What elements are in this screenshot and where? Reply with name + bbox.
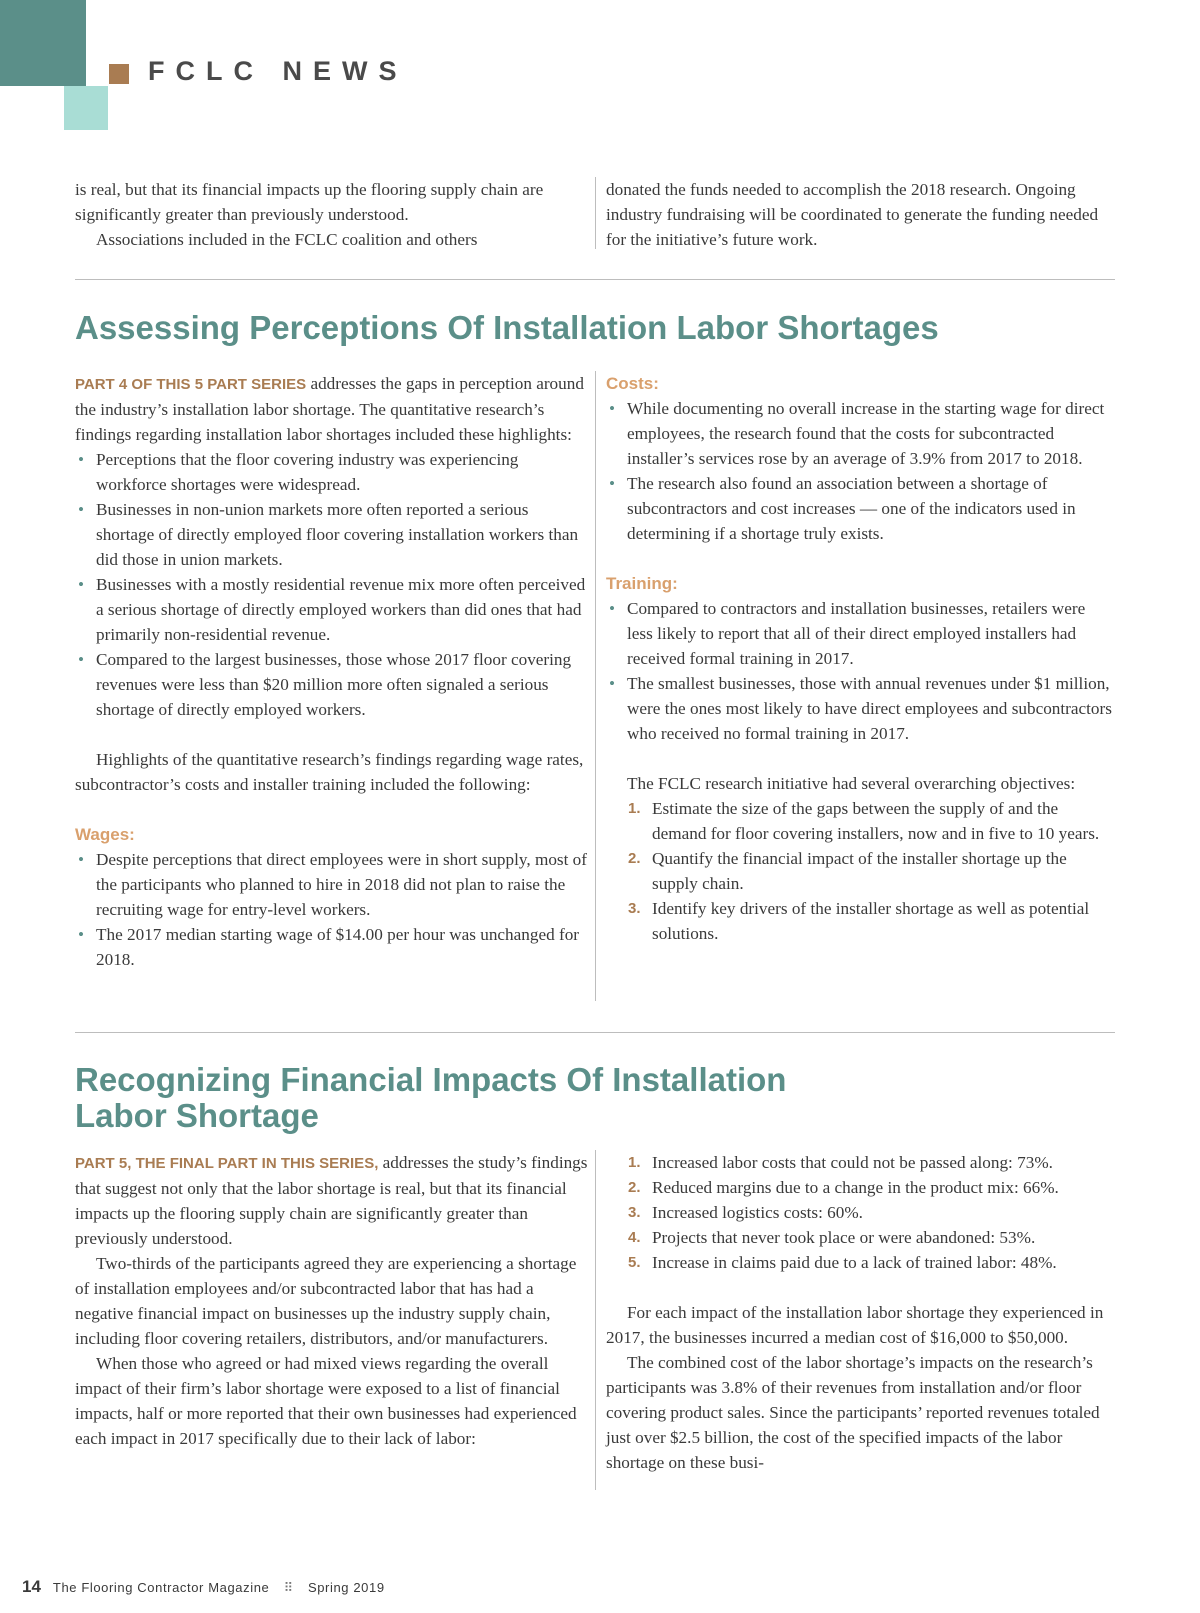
- list-item-text: Increase in claims paid due to a lack of trained labor: 48%.: [652, 1253, 1057, 1272]
- body-paragraph: Two-thirds of the participants agreed they are experiencing a shortage of installation employees and/or subcontracted labor that has had a negative financial impact on businesses up the industry supply chain, including floor covering retailers, distributors, and/or manufacturers.: [75, 1254, 577, 1348]
- article-title-line: Labor Shortage: [75, 1097, 319, 1134]
- article2-right-column: [595, 1150, 1115, 1490]
- section-label-marker: [109, 64, 129, 84]
- article1-right-column: [595, 371, 1115, 1001]
- list-item-text: Projects that never took place or were abandoned: 53%.: [652, 1228, 1036, 1247]
- list-item: [606, 1150, 1115, 1175]
- list-item: • Perceptions that the floor covering industry was experiencing workforce shortages were widespread.: [75, 447, 588, 497]
- issue-date: Spring 2019: [307, 1580, 385, 1595]
- list-item-text: Identify key drivers of the installer shortage as well as potential solutions.: [652, 899, 1090, 943]
- footer-separator: ⠿: [283, 1580, 294, 1595]
- list-item: • The smallest businesses, those with annual revenues under $1 million, were the ones most likely to have direct employees and subcontractors who received no formal training in 2017.: [606, 671, 1115, 746]
- wages-list: [75, 847, 588, 972]
- article-title-line: Recognizing Financial Impacts Of Installation: [75, 1061, 787, 1098]
- list-item: • Businesses in non-union markets more often reported a serious shortage of directly employed floor covering installation workers than did those in union markets.: [75, 497, 588, 572]
- list-number: 1.: [628, 1154, 641, 1171]
- body-paragraph: The combined cost of the labor shortage’s impacts on the research’s participants was 3.8% of their revenues from installation and/or floor covering product sales. Since the participants’ reported revenues totaled just over $2.5 billion, the cost of the specified impacts of the labor shortage on these busi-: [606, 1353, 1100, 1472]
- list-number: 5.: [628, 1254, 641, 1271]
- list-item: • Despite perceptions that direct employees were in short supply, most of the participants who planned to hire in 2018 did not plan to raise the recruiting wage for entry-level workers.: [75, 847, 588, 922]
- article1-left-column: [75, 371, 588, 972]
- header-deco-light-square: [64, 86, 108, 130]
- list-item: • The research also found an association between a shortage of subcontractors and cost increases — one of the indicators used in determining if a shortage truly exists.: [606, 471, 1115, 546]
- intro-left-column: [75, 177, 588, 252]
- wages-heading: Wages:: [75, 825, 135, 844]
- training-list: [606, 596, 1115, 746]
- article2-left-column: [75, 1150, 588, 1451]
- lead-text: addresses the gaps in perception around the industry’s installation labor shortage. The quantitative research’s findings regarding installation labor shortages included these highlights:: [75, 374, 584, 444]
- body-paragraph: For each impact of the installation labor shortage they experienced in 2017, the businesses incurred a median cost of $16,000 to $50,000.: [606, 1303, 1104, 1347]
- list-item: [606, 896, 1115, 946]
- list-number: 4.: [628, 1229, 641, 1246]
- header-deco-dark-square: [0, 0, 86, 86]
- list-item: • While documenting no overall increase in the starting wage for direct employees, the research found that the costs for subcontracted installer’s services rose by an average of 3.9% from 2017 to 2018.: [606, 396, 1115, 471]
- intro-paragraph: Associations included in the FCLC coalition and others: [96, 230, 478, 249]
- page-footer: [22, 1577, 385, 1597]
- objectives-intro: The FCLC research initiative had several overarching objectives:: [627, 774, 1076, 793]
- list-item: • The 2017 median starting wage of $14.00 per hour was unchanged for 2018.: [75, 922, 588, 972]
- article-lead-paragraph: [75, 371, 588, 447]
- list-item-text: Quantify the financial impact of the installer shortage up the supply chain.: [652, 849, 1067, 893]
- list-item: [606, 1225, 1115, 1250]
- section-divider: [75, 1032, 1115, 1033]
- list-number: 3.: [628, 900, 641, 917]
- list-item-text: Increased labor costs that could not be passed along: 73%.: [652, 1153, 1053, 1172]
- highlights-intro: Highlights of the quantitative research’s findings regarding wage rates, subcontractor’s costs and installer training included the following:: [75, 750, 584, 794]
- list-number: 1.: [628, 800, 641, 817]
- intro-right-column: [595, 177, 1115, 249]
- list-number: 3.: [628, 1204, 641, 1221]
- section-divider: [75, 279, 1115, 280]
- list-number: 2.: [628, 850, 641, 867]
- impacts-list: [606, 1150, 1115, 1275]
- article-title: Assessing Perceptions Of Installation Labor Shortages: [75, 309, 939, 346]
- costs-list: [606, 396, 1115, 546]
- list-item: [606, 796, 1115, 846]
- page-number: 14: [22, 1577, 41, 1596]
- list-item-text: Increased logistics costs: 60%.: [652, 1203, 863, 1222]
- section-label: FCLC NEWS: [148, 56, 408, 86]
- body-paragraph: When those who agreed or had mixed views regarding the overall impact of their firm’s labor shortage were exposed to a list of financial impacts, half or more reported that their own businesses had experienced each impact in 2017 specifically due to their lack of labor:: [75, 1354, 577, 1448]
- intro-paragraph: is real, but that its financial impacts up the flooring supply chain are significantly greater than previously understood.: [75, 180, 544, 224]
- list-item: [606, 1200, 1115, 1225]
- list-item: • Businesses with a mostly residential revenue mix more often perceived a serious shortage of directly employed workers than did ones that had primarily non-residential revenue.: [75, 572, 588, 647]
- list-item-text: Reduced margins due to a change in the product mix: 66%.: [652, 1178, 1059, 1197]
- article-title: [75, 1062, 786, 1134]
- list-item: • Compared to the largest businesses, those whose 2017 floor covering revenues were less than $20 million more often signaled a serious shortage of directly employed workers.: [75, 647, 588, 722]
- list-item: [606, 846, 1115, 896]
- list-item: [606, 1175, 1115, 1200]
- lead-caps: PART 5, THE FINAL PART IN THIS SERIES,: [75, 1155, 379, 1172]
- list-item: • Compared to contractors and installation businesses, retailers were less likely to report that all of their direct employed installers had received formal training in 2017.: [606, 596, 1115, 671]
- article-lead-paragraph: [75, 1150, 588, 1251]
- list-number: 2.: [628, 1179, 641, 1196]
- objectives-list: [606, 796, 1115, 946]
- list-item-text: Estimate the size of the gaps between the supply of and the demand for floor covering installers, now and in five to 10 years.: [652, 799, 1100, 843]
- lead-text: addresses the study’s findings that suggest not only that the labor shortage is real, but that its financial impacts up the flooring supply chain are significantly greater than previously understood.: [75, 1153, 588, 1248]
- list-item: [606, 1250, 1115, 1275]
- highlights-list: [75, 447, 588, 722]
- costs-heading: Costs:: [606, 374, 659, 393]
- intro-paragraph: donated the funds needed to accomplish the 2018 research. Ongoing industry fundraising will be coordinated to generate the funding needed for the initiative’s future work.: [606, 180, 1099, 249]
- lead-caps: PART 4 OF THIS 5 PART SERIES: [75, 376, 307, 393]
- publication-name: The Flooring Contractor Magazine: [52, 1580, 270, 1595]
- training-heading: Training:: [606, 574, 678, 593]
